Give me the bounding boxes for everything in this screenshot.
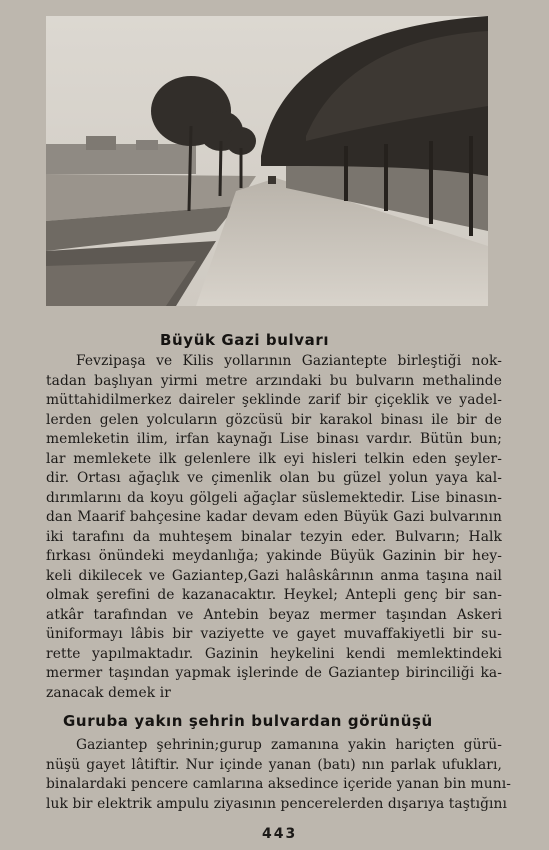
article-paragraph-1 — [46, 352, 502, 703]
text-line: rette yapılmaktadır. Gazinin heykelini kendi memlektindeki — [46, 645, 502, 662]
text-line: zanacak demek ir — [46, 684, 171, 701]
text-line: üniformayı lâbis bir vaziyette ve gayet muvaffakiyetli bir su- — [46, 626, 502, 642]
text-line: atkâr tarafından ve Antebin beyaz mermer taşından Askeri — [46, 606, 502, 623]
text-line: memleketin ilim, irfan kaynağı Lise binası vardır. Bütün bun; — [46, 431, 502, 447]
text-line: lerden gelen yolcuların gözcüsü bir karakol binası ile bir de — [46, 411, 502, 428]
text-line: lar memlekete ilk gelenlere ilk eyi hisleri telkin eden şeyler- — [46, 450, 502, 467]
text-line: nüşü gayet lâtiftir. Nur içinde yanan (batı) nın parlak ufukları, — [46, 756, 502, 773]
text-line: iki tarafını da muhteşem binalar tezyin eder. Bulvarın; Halk — [46, 528, 502, 545]
text-line: müttahidilmerkez daireler şeklinde zarif bir çiçeklik ve yadel- — [46, 392, 502, 408]
text-line: fırkası önündeki meydanlığa; yakinde Büyük Gazinin bir hey- — [46, 548, 502, 564]
boulevard-photo — [46, 16, 488, 306]
text-line: binalardaki pencere camlarına aksedince içeride yanan bin munı- — [46, 776, 511, 792]
text-line: tadan başlıyan yirmi metre arzındaki bu bulvarın methalinde — [46, 372, 502, 389]
text-line: luk bir elektrik ampulu ziyasının pencerelerden dışarıya taştığını — [46, 795, 508, 812]
text-line: dan Maarif bahçesine kadar devam eden Büyük Gazi bulvarının — [46, 509, 502, 525]
text-line: mermer taşından yapmak işlerinde de Gaziantep birinciliği ka- — [46, 665, 502, 681]
article-paragraph-2 — [46, 736, 511, 814]
text-line: olmak şerefini de kazanacaktır. Heykel; Antepli genç bir san- — [46, 587, 502, 603]
text-line: dırımlarını da koyu gölgeli ağaçlar süslemektedir. Lise binasın- — [46, 489, 502, 506]
page-number: 443 — [262, 826, 298, 842]
text-line: dir. Ortası ağaçlık ve çimenlik olan bu güzel yolun yaya kal- — [46, 470, 502, 486]
boulevard-photo-illustration — [46, 16, 488, 306]
text-line: Gaziantep şehrinin;gurup zamanına yakin hariçten gürü- — [76, 737, 502, 753]
text-line: Fevzipaşa ve Kilis yollarının Gaziantepte birleştiği nok- — [76, 353, 502, 369]
text-line: keli dikilecek ve Gaziantep,Gazi halâskârının anma taşına nail — [46, 567, 502, 584]
section-heading: Guruba yakın şehrin bulvardan görünüşü — [63, 712, 433, 730]
photo-caption: Büyük Gazi bulvarı — [160, 331, 330, 349]
